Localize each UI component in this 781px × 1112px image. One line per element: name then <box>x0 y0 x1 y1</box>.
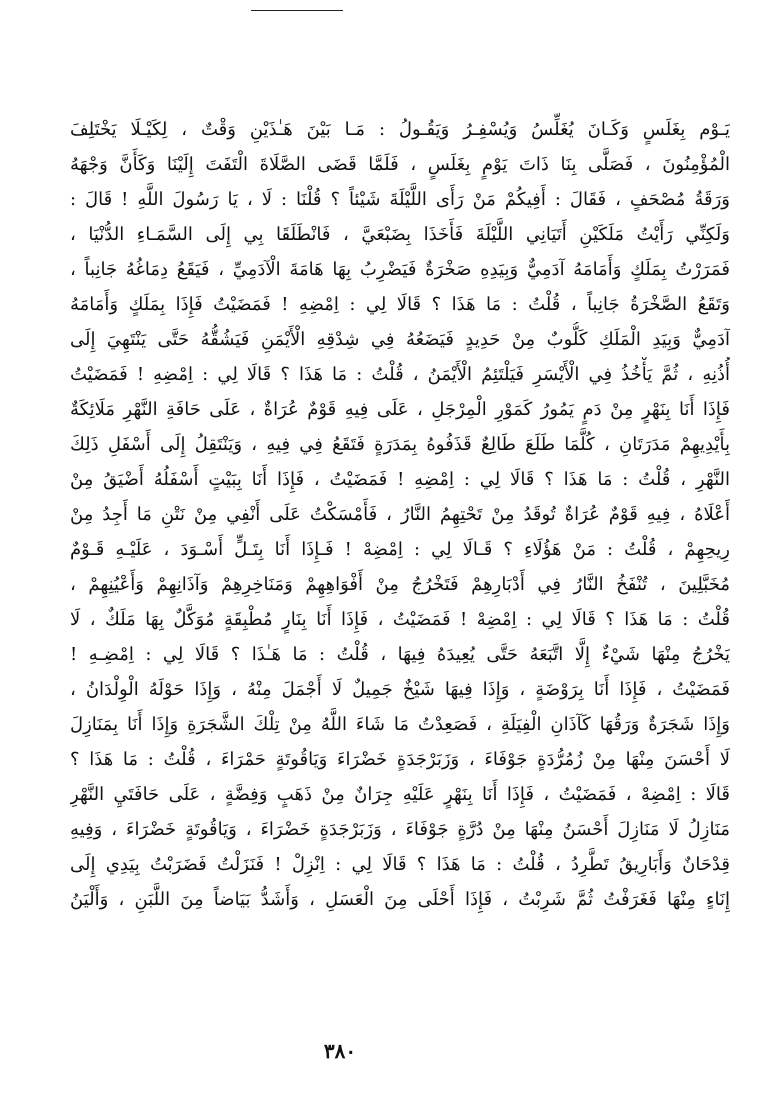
top-rule <box>251 10 343 11</box>
text-line: قِدْحَانٌ وَأَبَارِيقُ تَطَّرِدُ ، قُلْتُ : مَا هَذَا ؟ قَالَا لِي : اِنْزِلْ ! فَنَزَلْتُ فَضَرَبْتُ بِيَدِي إِلَى <box>70 854 730 875</box>
text-line: مُخَبَّلِينَ ، تُنْفَخُ النَّارُ فِي أَدْبَارِهِمْ فَتَخْرُجُ مِنْ أَفْوَاهِهِمْ وَمَنَاخِرِهِمْ وَآذَانِهِمْ وَأَعْيُنِهِمْ ، <box>70 574 730 595</box>
text-line: وَإِذَا شَجَرَةٌ وَرَقُهَا كَآذَانِ الْفِيَلَةِ ، فَصَعِدْتُ مَا شَاءَ اللَّهُ مِنْ تِلْكَ الشَّجَرَةِ وَإِذَا أَنَا بِمَنَازِلَ <box>70 714 730 735</box>
text-line: قَالَا : اِمْضِهْ ، فَمَضَيْتُ ، فَإِذَا أَنَا بِنَهْرٍ عَلَيْهِ جِرَانٌ مِنْ ذَهَبٍ وَفِضَّةٍ ، عَلَى حَافَتَيِ النَّهْرِ <box>70 784 730 805</box>
text-line: يَـوْم بِغَلَسٍ وَكَـانَ يُغَلِّسُ وَيُسْفِـرُ وَيَقُـولُ : مَـا بَيْنَ هَـٰذَيْنِ وَقْتٌ ، لِكَيْـلَا يَخْتَلِفَ <box>70 119 730 140</box>
body-text <box>70 112 730 917</box>
text-line: الْمُؤْمِنُونَ ، فَصَلَّى بِنَا ذَاتَ يَوْمٍ بِغَلَسٍ ، فَلَمَّا قَضَى الصَّلَاةَ الْتَفَتَ إِلَيْنَا وَكَأَنَّ وَجْهَهُ <box>70 154 730 175</box>
text-line: وَلَكِنِّي رَأَيْتُ مَلَكَيْنِ أَتَيَانِي اللَّيْلَةَ فَأَخَذَا بِضَبْعَيَّ ، فَانْطَلَقَا بِي إِلَى السَّمَـاءِ الدُّنْيَا ، <box>70 224 730 245</box>
text-line: أُذُنِهِ ، ثُمَّ يَأْخُذُ فِي الْأَيْسَرِ فَيَلْتَئِمُ الْأَيْمَنُ ، قُلْتُ : مَا هَذَا ؟ قَالَا لِي : اِمْضِهِ ! فَمَضَيْتُ <box>70 364 730 385</box>
text-line: لَا أَحْسَنَ مِنْهَا مِنْ زُمُرُّدَةٍ جَوْفَاءَ ، وَزَبَرْجَدَةٍ خَضْرَاءَ وَيَاقُوتَةٍ حَمْرَاءَ ، قُلْتُ : مَا هَذَا ؟ <box>70 749 730 770</box>
text-line: فَمَرَرْتُ بِمَلَكٍ وَأَمَامَهُ آدَمِيٌّ وَبِيَدِهِ صَخْرَةٌ فَيَضْرِبُ بِهَا هَامَةَ الْآدَمِيِّ ، فَيَقَعُ دِمَاغُهُ جَانِباً ، <box>70 259 730 280</box>
text-line: أَعْلَاهُ ، فِيهِ قَوْمٌ عُرَاةٌ تُوقَدُ مِنْ تَحْتِهِمُ النَّارُ ، فَأَمْسَكْتُ عَلَى أَنْفِي مِنْ نَتْنِ مَا أَجِدُ مِنْ <box>70 504 730 525</box>
text-line: آدَمِيٌّ وَبِيَدِ الْمَلَكِ كَلُّوبٌ مِنْ حَدِيدٍ فَيَضَعُهُ فِي شِدْقِهِ الْأَيْمَنِ فَيَشُقُّهُ حَتَّى يَنْتَهِيَ إِلَى <box>70 329 730 350</box>
text-line: مَنَازِلُ لَا مَنَازِلَ أَحْسَنُ مِنْهَا مِنْ دُرَّةٍ جَوْفَاءَ ، وَزَبَرْجَدَةٍ خَضْرَاءَ ، وَيَاقُوتَةٍ خَضْرَاءَ ، وَفِيهِ <box>70 819 730 840</box>
text-line: يَخْرُجُ مِنْهَا شَيْءٌ إِلَّا اتَّبَعَهُ حَتَّى يُعِيدَهُ فِيهَا ، قُلْتُ : مَا هَـٰذَا ؟ قَالَا لِي : اِمْضِـهِ ! <box>70 644 730 665</box>
text-line: إِنَاءٍ مِنْهَا فَغَرَفْتُ ثُمَّ شَرِبْتُ ، فَإِذَا أَحْلَى مِنَ الْعَسَلِ ، وَأَشَدُّ بَيَاضاً مِنَ اللَّبَنِ ، وَأَلْيَنُ <box>70 889 730 910</box>
text-line: فَإِذَا أَنَا بِنَهْرٍ مِنْ دَمٍ يَمُورُ كَمَوْرِ الْمِرْجَلِ ، عَلَى فِيهِ قَوْمٌ عُرَاةٌ ، عَلَى حَافَةِ النَّهْرِ مَلَائِكَةٌ <box>70 399 730 420</box>
text-line: قُلْتُ : مَا هَذَا ؟ قَالَا لِي : اِمْضِهْ ! فَمَضَيْتُ ، فَإِذَا أَنَا بِنَارٍ مُطْبِقَةٍ مُوَكَّلٌ بِهَا مَلَكٌ ، لَا <box>70 609 730 630</box>
text-line: رِيحِهِمْ ، قُلْتُ : مَنْ هَؤُلَاءِ ؟ قَـالَا لِي : اِمْضِهْ ! فَـإِذَا أَنَا بِتَـلٍّ أَسْـوَدَ ، عَلَيْـهِ قَـوْمٌ <box>70 539 730 560</box>
text-line: النَّهْرِ ، قُلْتُ : مَا هَذَا ؟ قَالَا لِي : اِمْضِهِ ! فَمَضَيْتُ ، فَإِذَا أَنَا بِبَيْتٍ أَسْفَلُهُ أَضْيَقُ مِنْ <box>70 469 730 490</box>
text-line: وَتَقَعُ الصَّخْرَةُ جَانِباً ، قُلْتُ : مَا هَذَا ؟ قَالَا لِي : اِمْضِهِ ! فَمَضَيْتُ فَإِذَا بِمَلَكٍ وَأَمَامَهُ <box>70 294 730 315</box>
text-line: فَمَضَيْتُ ، فَإِذَا أَنَا بِرَوْضَةٍ ، وَإِذَا فِيهَا شَيْخٌ جَمِيلٌ لَا أَجْمَلَ مِنْهُ ، وَإِذَا حَوْلَهُ الْوِلْدَانُ ، <box>70 679 730 700</box>
text-line: بِأَيْدِيهِمْ مَدَرَتَانِ ، كُلَّمَا طَلَعَ طَالِعٌ قَذَفُوهُ بِمَدَرَةٍ فَتَقَعُ فِي فِيهِ ، وَيَنْتَقِلُ إِلَى أَسْفَلِ ذَلِكَ <box>70 434 730 455</box>
text-line: وَرَقَةُ مُصْحَفٍ ، فَقَالَ : أَفِيكُمْ مَنْ رَأَى اللَّيْلَةَ شَيْئاً ؟ قُلْنَا : لَا ، يَا رَسُولَ اللَّهِ ! قَالَ : <box>70 189 730 210</box>
page-number: ٣٨٠ <box>323 1039 357 1063</box>
